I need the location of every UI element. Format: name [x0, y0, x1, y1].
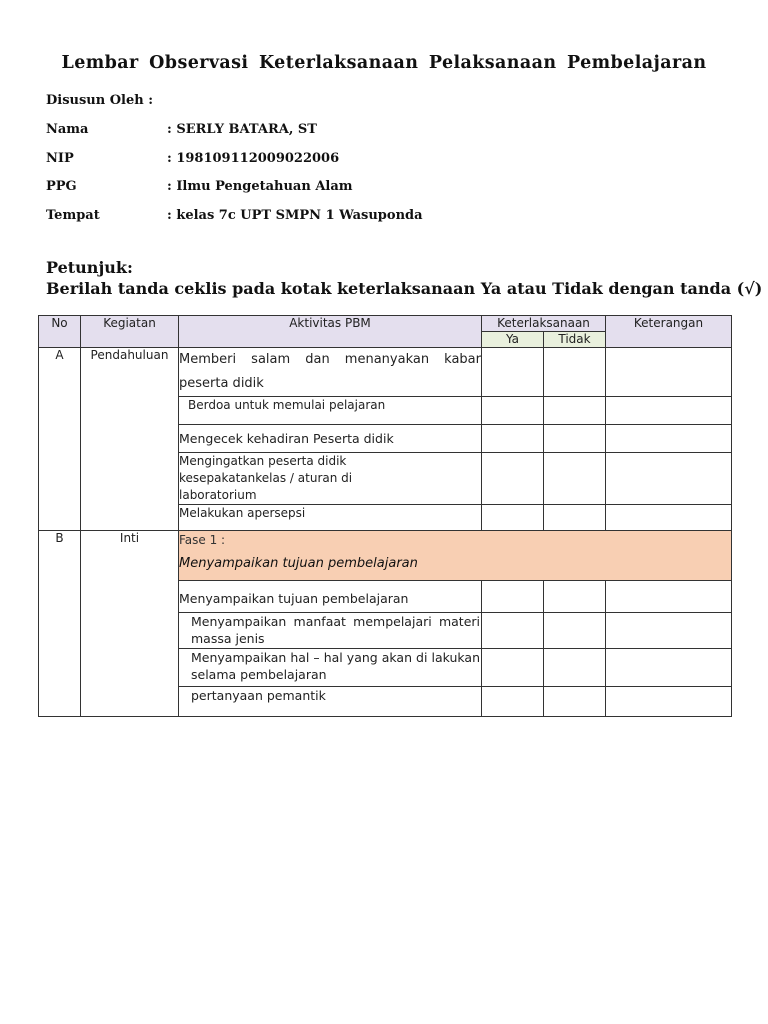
- phase-title: Menyampaikan tujuan pembelajaran: [179, 556, 418, 571]
- section-a-no: A: [39, 348, 81, 531]
- checkbox-ya[interactable]: [482, 505, 544, 531]
- activity-cell: Mengingatkan peserta didik kesepakatankelas / aturan di laboratorium: [179, 453, 482, 505]
- checkbox-ya[interactable]: [482, 613, 544, 649]
- keterangan-cell[interactable]: [606, 425, 732, 453]
- activity-cell: pertanyaan pemantik: [179, 687, 482, 717]
- section-b-no: B: [39, 531, 81, 717]
- checkbox-ya[interactable]: [482, 348, 544, 397]
- checkbox-ya[interactable]: [482, 425, 544, 453]
- activity-cell: Menyampaikan hal – hal yang akan di lakukan selama pembelajaran: [179, 649, 482, 687]
- field-tempat-label: Tempat: [46, 208, 100, 223]
- header-keterlaksanaan: Keterlaksanaan: [482, 316, 606, 332]
- keterangan-cell[interactable]: [606, 453, 732, 505]
- activity-cell: Melakukan apersepsi: [179, 505, 482, 531]
- checkbox-tidak[interactable]: [544, 348, 606, 397]
- keterangan-cell[interactable]: [606, 581, 732, 613]
- checkbox-tidak[interactable]: [544, 613, 606, 649]
- checkbox-tidak[interactable]: [544, 425, 606, 453]
- keterangan-cell[interactable]: [606, 613, 732, 649]
- header-tidak: Tidak: [544, 332, 606, 348]
- field-nip-value: : 198109112009022006: [167, 151, 340, 166]
- table-row: [39, 531, 732, 581]
- table-row: [39, 348, 732, 397]
- checkbox-tidak[interactable]: [544, 397, 606, 425]
- activity-cell: Memberi salam dan menanyakan kabar peserta didik: [179, 348, 482, 397]
- section-b-kegiatan: Inti: [81, 531, 179, 717]
- field-nama-label: Nama: [46, 122, 89, 137]
- activity-cell: Mengecek kehadiran Peserta didik: [179, 425, 482, 453]
- checkbox-ya[interactable]: [482, 453, 544, 505]
- keterangan-cell[interactable]: [606, 348, 732, 397]
- header-kegiatan: Kegiatan: [81, 316, 179, 348]
- instructions-text: Berilah tanda ceklis pada kotak keterlaksanaan Ya atau Tidak dengan tanda (√): [46, 279, 763, 298]
- checkbox-tidak[interactable]: [544, 649, 606, 687]
- activity-cell: Berdoa untuk memulai pelajaran: [179, 397, 482, 425]
- author-heading: Disusun Oleh :: [46, 93, 154, 108]
- header-aktivitas: Aktivitas PBM: [179, 316, 482, 348]
- phase-label: Fase 1 :: [179, 533, 226, 547]
- field-nama-value: : SERLY BATARA, ST: [167, 122, 317, 137]
- observation-table: [38, 315, 732, 717]
- header-ya: Ya: [482, 332, 544, 348]
- header-no: No: [39, 316, 81, 348]
- field-ppg-label: PPG: [46, 179, 77, 194]
- checkbox-ya[interactable]: [482, 397, 544, 425]
- section-a-kegiatan: Pendahuluan: [81, 348, 179, 531]
- instructions-heading: Petunjuk:: [46, 258, 133, 277]
- keterangan-cell[interactable]: [606, 687, 732, 717]
- keterangan-cell[interactable]: [606, 505, 732, 531]
- checkbox-tidak[interactable]: [544, 453, 606, 505]
- phase-banner: [179, 531, 732, 581]
- field-tempat-value: : kelas 7c UPT SMPN 1 Wasuponda: [167, 208, 423, 223]
- field-ppg-value: : Ilmu Pengetahuan Alam: [167, 179, 353, 194]
- field-nip-label: NIP: [46, 151, 74, 166]
- keterangan-cell[interactable]: [606, 649, 732, 687]
- header-keterangan: Keterangan: [606, 316, 732, 348]
- document-title: Lembar Observasi Keterlaksanaan Pelaksanaan Pembelajaran: [61, 53, 707, 73]
- checkbox-tidak[interactable]: [544, 505, 606, 531]
- checkbox-ya[interactable]: [482, 649, 544, 687]
- checkbox-tidak[interactable]: [544, 581, 606, 613]
- activity-cell: Menyampaikan tujuan pembelajaran: [179, 581, 482, 613]
- activity-cell: Menyampaikan manfaat mempelajari materi massa jenis: [179, 613, 482, 649]
- checkbox-ya[interactable]: [482, 581, 544, 613]
- keterangan-cell[interactable]: [606, 397, 732, 425]
- checkbox-tidak[interactable]: [544, 687, 606, 717]
- checkbox-ya[interactable]: [482, 687, 544, 717]
